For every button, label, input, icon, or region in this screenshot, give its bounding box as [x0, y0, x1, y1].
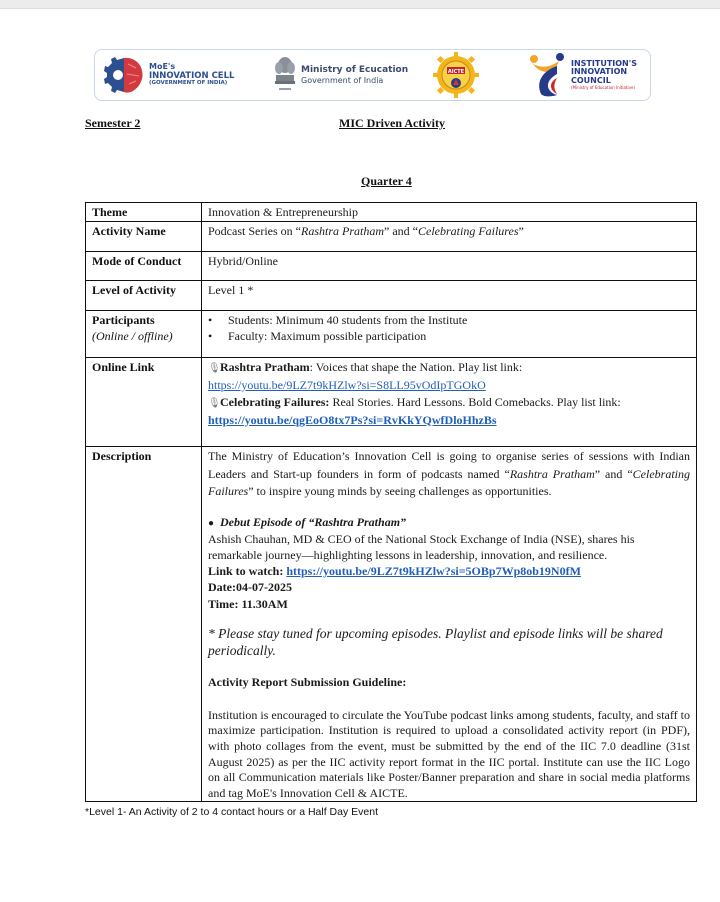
- mic-logo-line1: MoE's: [149, 62, 176, 72]
- moe-logo-line1: Ministry of Ecucation: [301, 65, 409, 76]
- theme-label: Theme: [86, 203, 202, 222]
- institutions-innovation-council-logo: [527, 50, 637, 100]
- debut-episode-title: ● Debut Episode of “Rashtra Pratham”: [208, 515, 407, 530]
- participants-item: • Faculty: Maximum possible participation: [208, 328, 690, 344]
- online-link-label: Online Link: [86, 358, 202, 447]
- playlist-entry-rashtra-pratham: 🎙Rashtra Pratham: Voices that shape the Nation. Play list link:: [208, 359, 690, 377]
- rashtra-pratham-playlist-link[interactable]: https://youtu.be/9LZ7t9kHZlw?si=S8LL95vOdIpTGOkO: [208, 377, 486, 392]
- table-row-theme: [86, 203, 697, 222]
- mode-label: Mode of Conduct: [86, 252, 202, 281]
- logo-banner: [94, 49, 651, 101]
- table-row-level: [86, 281, 697, 311]
- aicte-logo: [433, 50, 479, 100]
- microphone-icon: 🎙: [208, 398, 221, 410]
- iic-logo-line4: (Ministry of Education Initiative): [571, 85, 636, 90]
- moe-logo-line2: Government of India: [301, 75, 384, 85]
- description-label: Description: [86, 447, 202, 802]
- national-emblem-icon: [273, 55, 297, 95]
- series-rashtra-pratham: Rashtra Pratham: [300, 224, 384, 239]
- series-celebrating-failures: Celebrating Failures: [417, 224, 519, 239]
- participants-item: • Students: Minimum 40 students from the Institute: [208, 312, 690, 328]
- ministry-of-education-logo: [273, 50, 408, 100]
- mode-value: Hybrid/Online: [202, 252, 697, 281]
- semester-heading: Semester 2: [85, 116, 141, 130]
- description-value: [202, 447, 697, 802]
- aicte-gear-emblem-icon: [433, 52, 479, 98]
- guideline-title: Activity Report Submission Guideline:: [208, 674, 407, 689]
- playlist-entry-celebrating-failures: 🎙Celebrating Failures: Real Stories. Hard Lessons. Bold Comebacks. Play list link:: [208, 394, 690, 412]
- gear-brain-icon: [103, 54, 145, 96]
- table-row-activity-name: [86, 222, 697, 252]
- theme-value: Innovation & Entrepreneurship: [202, 203, 697, 222]
- table-row-participants: [86, 311, 697, 358]
- participants-sublabel: (Online / offline): [92, 329, 173, 344]
- description-intro: The Ministry of Education’s Innovation Cell is going to organise series of sessions with Indian Leaders and Start-up founders in form of podcasts named “Rashtra Pratham” and “Celebrating Failures” to inspire young minds by seeing challenges as opportunities.: [208, 449, 690, 498]
- iic-logo-line3: COUNCIL: [571, 76, 611, 86]
- participants-label: Participants (Online / offline): [86, 311, 202, 358]
- level-footnote: *Level 1- An Activity of 2 to 4 contact hours or a Half Day Event: [85, 806, 378, 818]
- online-link-value: [202, 358, 697, 447]
- quarter-heading: Quarter 4: [361, 174, 412, 188]
- viewer-top-bar: [0, 0, 720, 9]
- table-row-description: [86, 447, 697, 802]
- upcoming-episodes-note: * Please stay tuned for upcoming episodes. Playlist and episode links will be shared periodically.: [208, 625, 663, 658]
- mic-logo-line3: (GOVERNMENT OF INDIA): [149, 79, 228, 86]
- guideline-text: Institution is encouraged to circulate the YouTube podcast links among students, faculty, and staff to maximize participation. Institution is required to upload a consolidated activity report (in PDF), with photo collages from the event, must be submitted by the end of the IIC 7.0 deadline (31st August 2025) as per the IIC activity report format in the IIC portal. Institute can use the IIC Logo on all Communication materials like Poster/Banner preparation and share in social media platforms and tag MoE's Innovation Cell & AICTE.: [208, 707, 690, 800]
- moe-innovation-cell-logo: [103, 50, 234, 100]
- episode-date: Date:04-07-2025: [208, 580, 292, 595]
- episode-time: Time: 11.30AM: [208, 596, 288, 611]
- participants-value: [202, 311, 697, 358]
- activity-name-label: Activity Name: [86, 222, 202, 252]
- svg-text:AICTE: AICTE: [447, 69, 465, 75]
- activity-name-value: Podcast Series on “Rashtra Pratham” and “Celebrating Failures”: [202, 222, 697, 252]
- level-label: Level of Activity: [86, 281, 202, 311]
- iic-figure-icon: [527, 52, 567, 98]
- microphone-icon: 🎙: [208, 363, 221, 375]
- iic-logo-line2: INNOVATION: [571, 67, 628, 77]
- level-value: Level 1 *: [202, 281, 697, 311]
- debut-episode-watch-link[interactable]: https://youtu.be/9LZ7t9kHZlw?si=5OBp7Wp8ob19N0fM: [286, 564, 581, 579]
- mic-logo-line2: INNOVATION CELL: [149, 70, 235, 81]
- celebrating-failures-playlist-link[interactable]: https://youtu.be/qgEoO8tx7Ps?si=RvKkYQwfDloHhzBs: [208, 412, 497, 427]
- activity-details-table: [85, 202, 697, 802]
- table-row-online-link: [86, 358, 697, 447]
- watch-link-row: Link to watch: https://youtu.be/9LZ7t9kHZlw?si=5OBp7Wp8ob19N0fM: [208, 564, 581, 579]
- iic-logo-line1: INSTITUTION'S: [571, 58, 637, 68]
- activity-type-heading: MIC Driven Activity: [339, 116, 445, 130]
- debut-episode-text: Ashish Chauhan, MD & CEO of the National Stock Exchange of India (NSE), shares his remarkable journey—highlighting lessons in leadership, innovation, and resilience.: [208, 531, 635, 563]
- table-row-mode: [86, 252, 697, 281]
- pushpin-icon: ●: [208, 518, 215, 530]
